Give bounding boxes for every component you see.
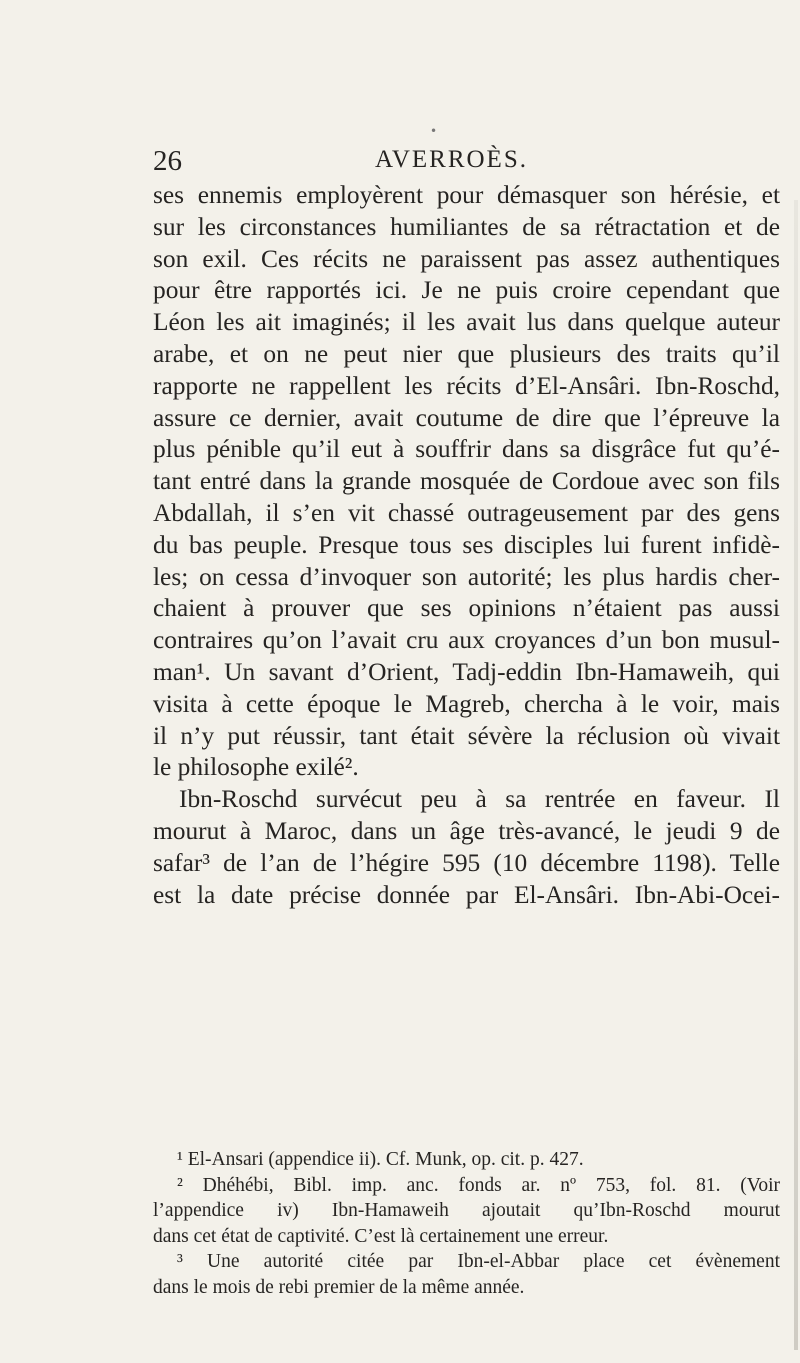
page-edge-shadow	[794, 200, 798, 1350]
footnote-2-cont: dans cet état de captivité. C’est là certainement une erreur.	[153, 1225, 609, 1247]
running-head: AVERROÈS.	[375, 146, 528, 173]
text-line: arabe, et on ne peut nier que plusieurs des traits qu’il	[153, 339, 780, 368]
footnote-1: ¹ El-Ansari (appendice ii). Cf. Munk, op. cit. p. 427.	[177, 1149, 584, 1170]
page-number: 26	[153, 145, 182, 177]
text-line: visita à cette époque le Magreb, chercha à le voir, mais	[153, 689, 780, 718]
page-header	[153, 145, 773, 181]
text-line: sur les circonstances humiliantes de sa rétractation et de	[153, 212, 780, 241]
text-line: les; on cessa d’invoquer son autorité; les plus hardis cher-	[153, 562, 780, 591]
paragraph-start-line: Ibn-Roschd survécut peu à sa rentrée en faveur. Il	[179, 785, 780, 814]
text-line: ses ennemis employèrent pour démasquer son hérésie, et	[153, 181, 780, 209]
text-line: mourut à Maroc, dans un âge très-avancé, le jeudi 9 de	[153, 816, 780, 845]
text-line: man¹. Un savant d’Orient, Tadj-eddin Ibn-Hamaweih, qui	[153, 657, 780, 686]
text-line: safar³ de l’an de l’hégire 595 (10 décembre 1198). Telle	[153, 848, 780, 877]
text-line: plus pénible qu’il eut à souffrir dans sa disgrâce fut qu’é-	[153, 435, 780, 464]
text-line: chaient à prouver que ses opinions n’étaient pas aussi	[153, 594, 780, 623]
text-line: tant entré dans la grande mosquée de Cordoue avec son fils	[153, 467, 780, 496]
footnote-2: ² Dhéhébi, Bibl. imp. anc. fonds ar. nº 753, fol. 81. (Voir	[177, 1174, 780, 1196]
text-line: rapporte ne rappellent les récits d’El-Ansâri. Ibn-Roschd,	[153, 371, 780, 400]
text-line: est la date précise donnée par El-Ansâri. Ibn-Abi-Ocei-	[153, 880, 780, 909]
text-line: le philosophe exilé².	[153, 753, 359, 782]
main-text	[153, 180, 780, 911]
text-line: contraires qu’on l’avait cru aux croyances d’un bon musul-	[153, 626, 780, 655]
footnotes	[153, 1147, 780, 1301]
footnote-3: ³ Une autorité citée par Ibn-el-Abbar place cet évènement	[177, 1251, 780, 1273]
print-speck: •	[430, 124, 438, 138]
footnote-2-cont: l’appendice iv) Ibn-Hamaweih ajoutait qu’Ibn-Roschd mourut	[153, 1200, 780, 1222]
footnote-3-cont: dans le mois de rebi premier de la même année.	[153, 1276, 525, 1298]
text-line: assure ce dernier, avait coutume de dire que l’épreuve la	[153, 403, 780, 432]
text-line: il n’y put réussir, tant était sévère la réclusion où vivait	[153, 721, 780, 750]
text-line: Abdallah, il s’en vit chassé outrageusement par des gens	[153, 498, 780, 527]
text-line: Léon les ait imaginés; il les avait lus dans quelque auteur	[153, 308, 780, 337]
text-line: pour être rapportés ici. Je ne puis croire cependant que	[153, 276, 780, 305]
text-line: son exil. Ces récits ne paraissent pas assez authentiques	[153, 244, 780, 273]
text-line: du bas peuple. Presque tous ses disciples lui furent infidè-	[153, 530, 780, 559]
